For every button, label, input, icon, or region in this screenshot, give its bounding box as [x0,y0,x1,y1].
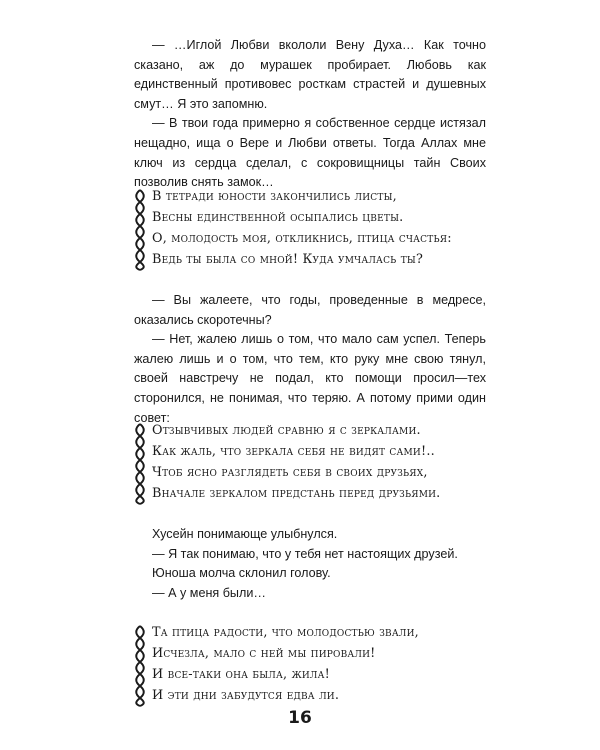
verse-line: Отзывчивых людей сравню я с зеркалами. [152,423,421,438]
knot-ornament-icon [134,422,146,506]
prose-block-1 [134,36,486,193]
prose-paragraph: — Я так понимаю, что у тебя нет настоящих друзей. [152,546,458,561]
verse-line: О, молодость моя, откликнись, птица счастья: [152,231,452,246]
verse-line: Та птица радости, что молодостью звали, [152,625,419,640]
verse-block-1 [134,186,514,272]
verse-line: И все-таки она была, жила! [152,667,330,682]
knot-ornament-icon [134,624,146,708]
page-number: 16 [288,708,312,728]
prose-paragraph: Юноша молча склонил голову. [152,566,331,581]
verse-block-2 [134,420,514,506]
prose-paragraph: — В твои года примерно я собственное сердце истязал нещадно, ища о Вере и Любви ответы. Тогда Аллах мне ключ из сердца сделал, с сокровищницы тайн Своих позволив снять замок… [134,116,486,190]
prose-paragraph: — Вы жалеете, что годы, проведенные в медресе, оказались скоротечны? [134,293,486,327]
verse-line: И эти дни забудутся едва ли. [152,688,340,703]
verse-line: В тетради юности закончились листы, [152,189,397,204]
verse-line: Чтоб ясно разглядеть себя в своих друзьях, [152,465,428,480]
prose-block-3 [134,525,486,603]
verse-line: Ведь ты была со мной! Куда умчалась ты? [152,252,424,267]
verse-block-3 [134,622,514,708]
prose-paragraph: — Нет, жалею лишь о том, что мало сам успел. Теперь жалею лишь и о том, что тем, кто руку мне свою тянул, своей навстречу не подал, кто помощи просил—тех сторонился, не понимая, что теряю. А потому прими один совет: [134,332,486,425]
knot-ornament-icon [134,188,146,272]
prose-paragraph: Хусейн понимающе улыбнулся. [152,527,338,541]
verse-line: Весны единственной осыпались цветы. [152,210,404,225]
prose-block-2 [134,291,486,428]
verse-line: Как жаль, что зеркала себя не видят сами!.. [152,444,435,459]
verse-line: Исчезла, мало с ней мы пировали! [152,646,376,661]
prose-paragraph: — А у меня были… [152,585,266,600]
prose-paragraph: — …Иглой Любви вкололи Вену Духа… Как точно сказано, аж до мурашек пробирает. Любовь как единственный противовес росткам страстей и душевных смут… Я это запомню. [134,38,486,111]
verse-line: Вначале зеркалом предстань перед друзьями. [152,486,441,501]
